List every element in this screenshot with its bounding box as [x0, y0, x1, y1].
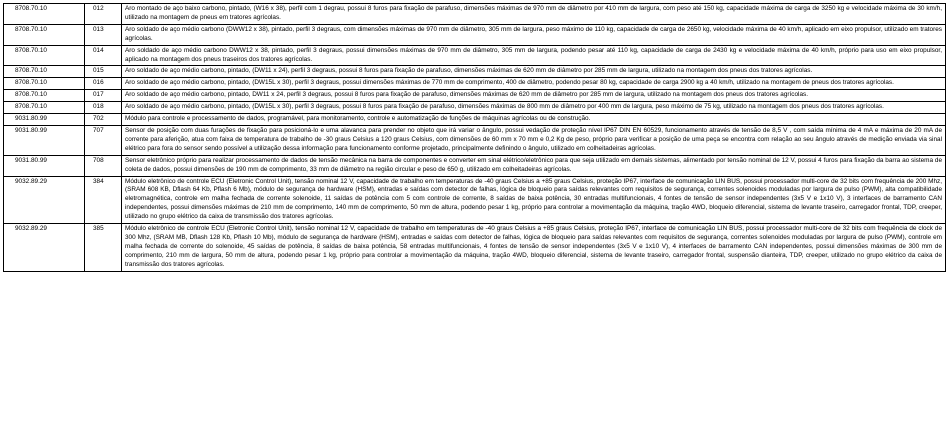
ncm-code-cell: 8708.70.10: [4, 102, 85, 114]
table-row: [4, 4, 946, 25]
table-row: [4, 90, 946, 102]
ncm-code-cell: 9031.80.99: [4, 114, 85, 126]
description-cell: Aro soldado de aço médio carbono, pintado, (DW15L x 30), perfil 3 degraus, possui dimensões máximas de 770 mm de comprimento, 400 de diâmetro, podendo pesar 80 kg, capacidade de carga 2900 kg a 40 km/h, utilizado na montagem de pneus dos tratores agrícolas.: [122, 78, 946, 90]
ex-number-cell: 012: [85, 4, 122, 25]
ex-number-cell: 384: [85, 176, 122, 224]
table-row: [4, 125, 946, 155]
description-cell: Aro soldado de aço médio carbono DWW12 x 38, pintado, perfil 3 degraus, possui dimensões máximas de 970 mm de diâmetro, 305 mm de largura, podendo pesar até 110 kg, capacidade de carga de 2430 kg e velocidade máxima de 40 km/h, próprio para uso em eixo propulsor, aplicado na montagem dos pneus traseiros dos tratores agrícolas.: [122, 45, 946, 66]
table-row: [4, 155, 946, 176]
table-row: [4, 78, 946, 90]
document-page: [3, 3, 946, 272]
ex-number-cell: 017: [85, 90, 122, 102]
ncm-code-cell: 8708.70.10: [4, 4, 85, 25]
ncm-code-cell: 8708.70.10: [4, 66, 85, 78]
table-row: [4, 114, 946, 126]
description-cell: Aro soldado de aço médio carbono, pintado, (DW11 x 24), perfil 3 degraus, possui 8 furos para fixação de parafuso, dimensões máximas de 620 mm de diâmetro por 285 mm de largura, utilizado na montagem dos pneus dos tratores agrícolas.: [122, 66, 946, 78]
table-row: [4, 24, 946, 45]
ex-number-cell: 015: [85, 66, 122, 78]
ncm-code-cell: 9032.89.29: [4, 224, 85, 272]
table-row: [4, 45, 946, 66]
ex-number-cell: 013: [85, 24, 122, 45]
ncm-code-cell: 9032.89.29: [4, 176, 85, 224]
ex-number-cell: 708: [85, 155, 122, 176]
ex-number-cell: 707: [85, 125, 122, 155]
description-cell: Sensor de posição com duas furações de fixação para posicioná-lo e uma alavanca para prender no objeto que irá variar o ângulo, possui vedação de proteção nível IP67 DIN EN 60529, funcionamento através de tensão de 8,5 V , com saída mínima de 4 mA e máxima de 20 mA de corrente para aferição, atua com faixa de temperatura de trabalho de -30 graus Celsius a 120 graus Celsius, com dimensões de 60 mm x 70 mm e 0,2 Kg de peso, próprio para verificar a posição de uma peça se encontra com relação ao seu ângulo através de medição enviada via sinal elétrico para fora do sensor sendo possível a utilização dessa informação para funcionamento conforme projetado, principalmente definindo o ângulo, utilizado em colheitadeiras agrícolas.: [122, 125, 946, 155]
ex-tarifario-table: [3, 3, 946, 272]
description-cell: Aro soldado de aço médio carbono (DWW12 x 38), pintado, perfil 3 degraus, com dimensões máximas de 970 mm de diâmetro, 305 mm de largura, peso máximo de 110 kg, capacidade de carga de 2650 kg, velocidade máxima de 40 km/h, aplicado em eixo propulsor, utilizado em tratores agrícolas.: [122, 24, 946, 45]
description-cell: Módulo eletrônico de controle ECU (Eletronic Control Unit), tensão nominal 12 V, capacidade de trabalho em temperaturas de -40 graus Celsius a +85 graus Celsius, proteção IP67, interface de comunicação LIN BUS, possui processador multi-core de 32 bits com frequência de 200 Mhz, (SRAM 608 KB, Dflash 64 Kb, Pflash 6 Mb), módulo de segurança de hardware (HSM), entradas e saídas com detector de falhas, lógica de bloqueio para saídas relevantes com requisitos de segurança, correntes solenoides moduladas por largura de pulso (PWM), alta compatibilidade eletromagnética, controle em malha fechada de corrente solenoide, 11 saídas de potência com 5 com controle de corrente, 8 saídas de baixa potência, 30 entradas multifuncionais, 4 fontes de tensão de sensor independentes (3x5 V e 1x10 V), 3 interfaces de barramento CAN independentes, possui dimensões máximas de 210 mm de comprimento, 140 mm de comprimento, 50 mm de altura, podendo pesar 1 kg, próprio para controlar a movimentação da máquina, tração 4WD, bloqueio diferencial, sistema de levante traseiro, carregador frontal, TDP, creeper, utilizado no grupo elétrico da caixa de transmissão dos tratores agrícolas.: [122, 176, 946, 224]
table-row: [4, 66, 946, 78]
description-cell: Módulo para controle e processamento de dados, programável, para monitoramento, controle e automatização de funções de máquinas agrícolas ou de construção.: [122, 114, 946, 126]
table-row: [4, 176, 946, 224]
ex-number-cell: 016: [85, 78, 122, 90]
ncm-code-cell: 8708.70.10: [4, 24, 85, 45]
description-cell: Aro soldado de aço médio carbono, pintado, DW11 x 24, perfil 3 degraus, possui 8 furos para fixação de parafuso, dimensões máximas de 620 mm de diâmetro por 285 mm de largura, utilizado na montagem dos pneus dos tratores agrícolas.: [122, 90, 946, 102]
ncm-code-cell: 8708.70.10: [4, 78, 85, 90]
description-cell: Sensor eletrônico próprio para realizar processamento de dados de tensão mecânica na barra de componentes e converter em sinal elétrico/eletrônico para que seja utilizado em demais sistemas, alimentado por tensão nominal de 12 V, possui 4 furos para fixação da barra ao sistema de coleta de dados, possui dimensões de 190 mm de comprimento, 33 mm de diâmetro na região circular e peso de 650 g, utilizado em colheitadeiras agrícolas.: [122, 155, 946, 176]
ex-number-cell: 385: [85, 224, 122, 272]
description-cell: Aro soldado de aço médio carbono, pintado, (DW15L x 30), perfil 3 degraus, possui 8 furos para fixação de parafuso, dimensões máximas de 800 mm de diâmetro por 400 mm de largura, peso máximo de 75 kg, utilizado na montagem dos pneus dos tratores agrícolas.: [122, 102, 946, 114]
ncm-code-cell: 9031.80.99: [4, 155, 85, 176]
ex-number-cell: 702: [85, 114, 122, 126]
ncm-code-cell: 8708.70.10: [4, 45, 85, 66]
ncm-code-cell: 8708.70.10: [4, 90, 85, 102]
ex-number-cell: 018: [85, 102, 122, 114]
table-row: [4, 224, 946, 272]
table-body: [4, 4, 946, 272]
description-cell: Aro montado de aço baixo carbono, pintado, (W16 x 38), perfil com 1 degrau, possui 8 furos para fixação de parafuso, dimensões máximas de 970 mm de diâmetro por 410 mm de largura, com peso até 150 kg, capacidade máxima de carga de 3250 kg e velocidade máxima de 30 km/h, utilizado na montagem de pneus em tratores agrícolas.: [122, 4, 946, 25]
table-row: [4, 102, 946, 114]
description-cell: Módulo eletrônico de controle ECU (Eletronic Control Unit), tensão nominal 12 V, capacidade de trabalho em temperaturas de -40 graus Celsius a +85 graus Celsius, proteção IP67, interface de comunicação LIN BUS, possui processador multi-core de 32 bits com frequência de clock de 300 Mhz, (SRAM MB, Dflash 128 Kb, Pflash 10 Mb), módulo de segurança de hardware (HSM), entradas e saídas com detector de falhas, lógica de bloqueio para saídas relevantes com requisitos de segurança, correntes solenoides moduladas por largura de pulso (PWM), controle em malha fechada de corrente do solenoide, 45 saídas de potência, 8 saídas de baixa potência, 58 entradas multifuncionais, 4 fontes de tensão de sensor independentes (3x5 V e 1x10 V), 4 interfaces de barramento CAN independentes, possui dimensões máximas de 300 mm de comprimento, 210 mm de largura, 50 mm de altura, podendo pesar 1 kg, próprio para controlar a movimentação da máquina, tração 4WD, bloqueio diferencial, sistema de levante traseiro, carregador frontal, suspensão dianteira, TDP, creeper, utilizado no grupo elétrico da caixa de transmissão dos tratores agrícolas.: [122, 224, 946, 272]
ex-number-cell: 014: [85, 45, 122, 66]
ncm-code-cell: 9031.80.99: [4, 125, 85, 155]
